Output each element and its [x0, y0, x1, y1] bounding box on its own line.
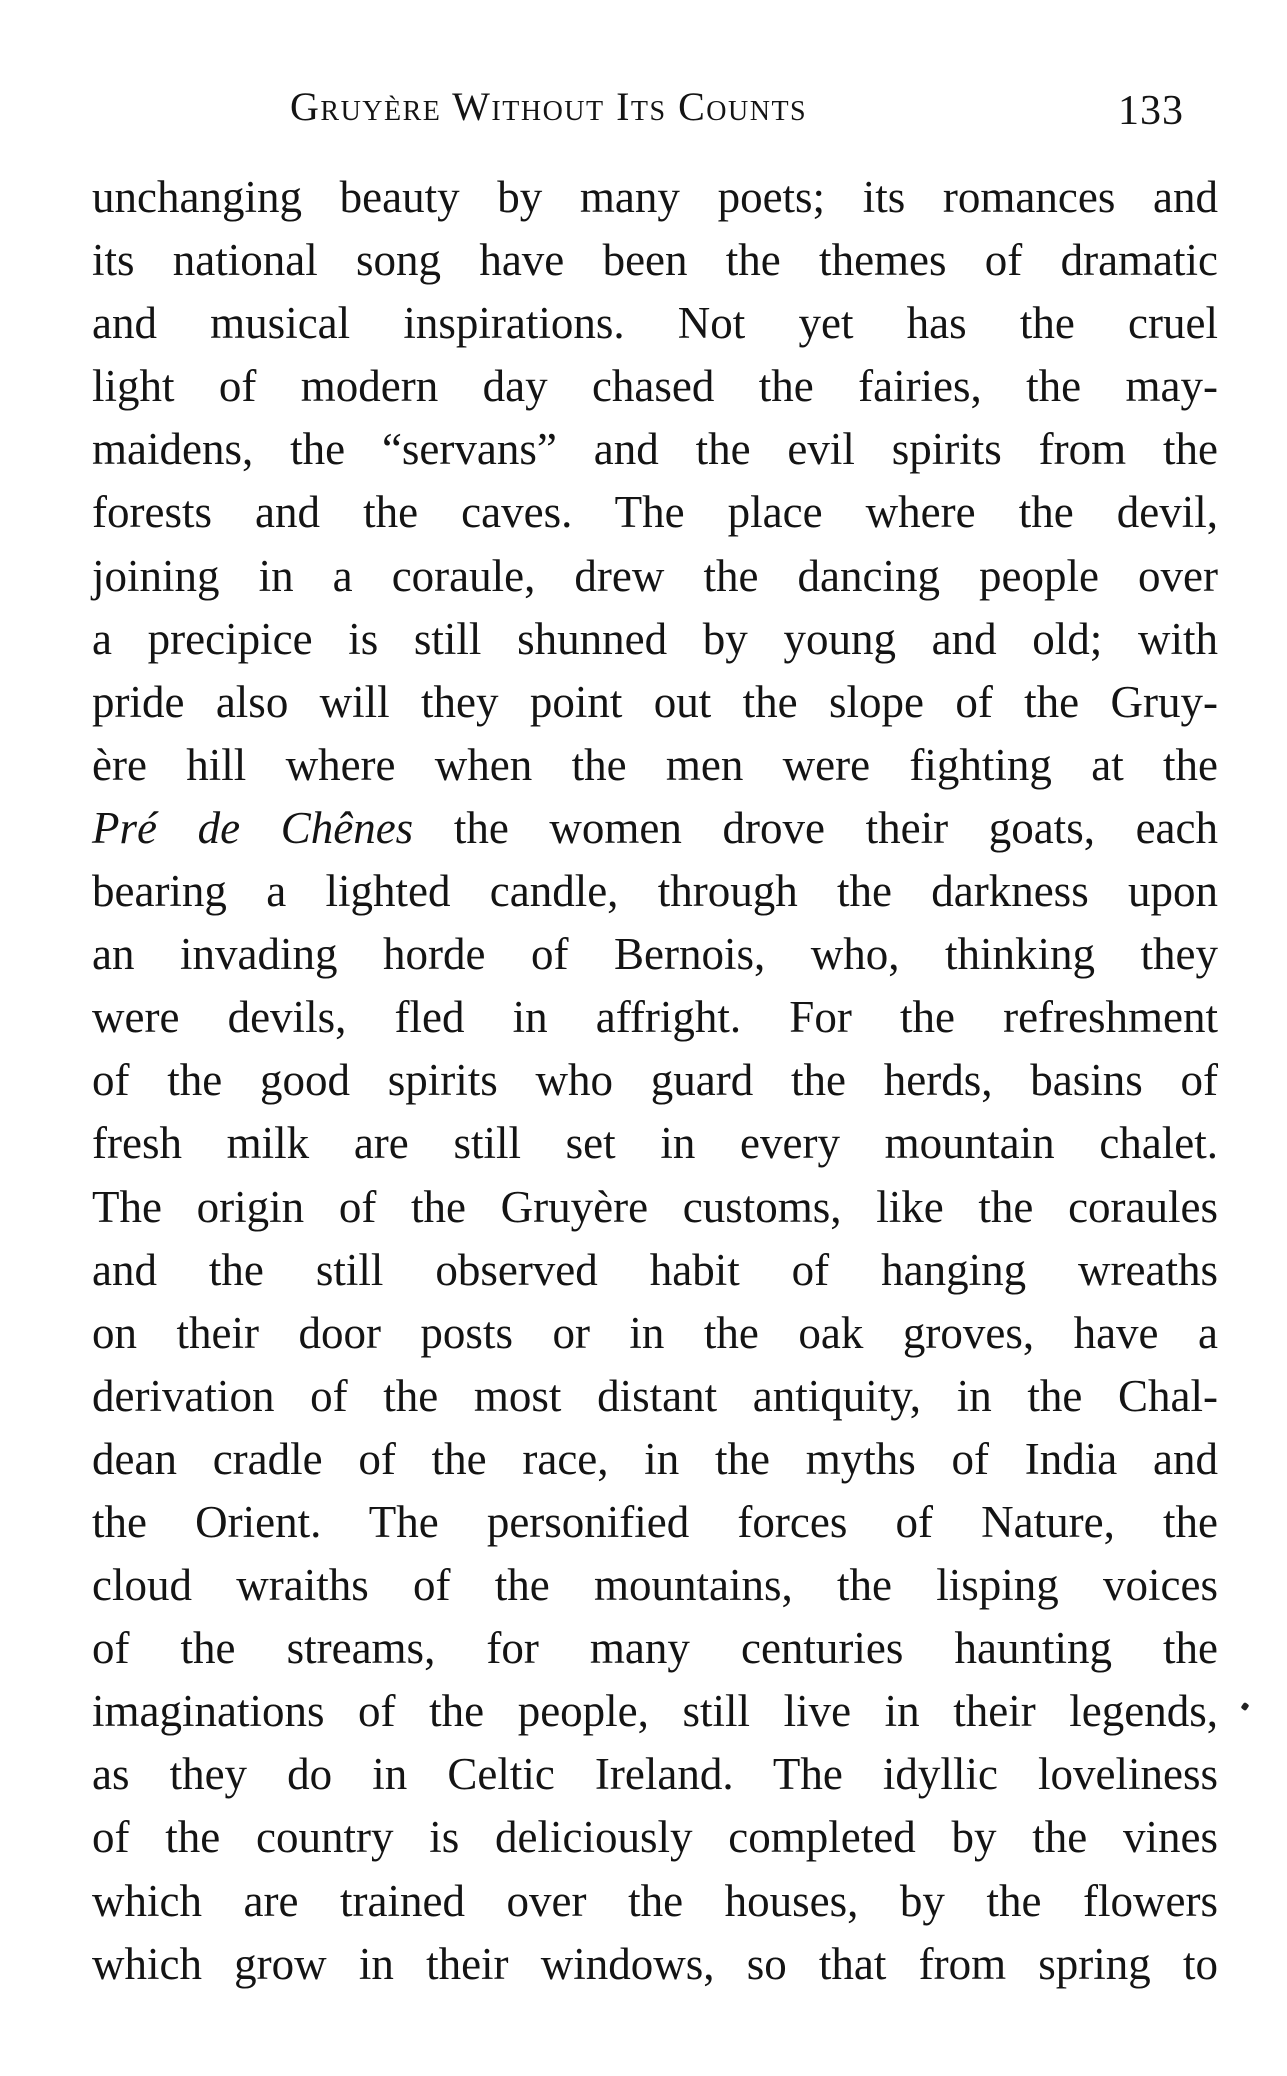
text-line: bearing a lighted candle, through the darkness upon — [92, 866, 1218, 917]
text-line: cloud wraiths of the mountains, the lisping voices — [92, 1560, 1218, 1611]
text-line: fresh milk are still set in every mountain chalet. — [92, 1118, 1218, 1169]
text-line: of the streams, for many centuries haunting the — [92, 1623, 1218, 1674]
text-line: which are trained over the houses, by the flowers — [92, 1875, 1218, 1926]
text-line: its national song have been the themes of dramatic — [92, 235, 1218, 286]
text-line: of the good spirits who guard the herds, basins of — [92, 1055, 1218, 1106]
text-line: forests and the caves. The place where the devil, — [92, 487, 1218, 538]
text-line: an invading horde of Bernois, who, thinking they — [92, 929, 1218, 980]
text-line: as they do in Celtic Ireland. The idyllic loveliness — [92, 1749, 1218, 1800]
italic-place-name: Pré de Chênes — [92, 802, 414, 853]
text-line: light of modern day chased the fairies, the may- — [92, 361, 1218, 412]
text-line: of the country is deliciously completed by the vines — [92, 1812, 1218, 1863]
text-line: the Orient. The personified forces of Nature, the — [92, 1496, 1218, 1547]
text-line — [92, 797, 1218, 860]
text-line: dean cradle of the race, in the myths of India and — [92, 1433, 1218, 1484]
margin-ink-mark — [1241, 1702, 1250, 1711]
text-line: derivation of the most distant antiquity, in the Chal- — [92, 1370, 1218, 1421]
text-line: joining in a coraule, drew the dancing people over — [92, 550, 1218, 601]
text-line: on their door posts or in the oak groves, have a — [92, 1307, 1218, 1358]
text-line: and the still observed habit of hanging wreaths — [92, 1244, 1218, 1295]
text-line: which grow in their windows, so that from spring to — [92, 1938, 1218, 1989]
text-line: were devils, fled in affright. For the refreshment — [92, 992, 1218, 1043]
running-head: Gruyère Without Its Counts — [290, 84, 808, 129]
text-line: and musical inspirations. Not yet has the cruel — [92, 298, 1218, 349]
text-line: The origin of the Gruyère customs, like the coraules — [92, 1181, 1218, 1232]
text-line: a precipice is still shunned by young and old; with — [92, 613, 1218, 664]
text-line: unchanging beauty by many poets; its romances and — [92, 172, 1218, 222]
text-line: pride also will they point out the slope of the Gruy- — [92, 676, 1218, 727]
page-number: 133 — [1118, 88, 1184, 134]
text-line: imaginations of the people, still live in their legends, — [92, 1686, 1218, 1737]
text-line: maidens, the “servans” and the evil spirits from the — [92, 424, 1218, 475]
text-line-rest: the women drove their goats, each — [413, 802, 1219, 853]
body-text — [92, 166, 1218, 1996]
text-line: ère hill where when the men were fighting at the — [92, 739, 1218, 790]
